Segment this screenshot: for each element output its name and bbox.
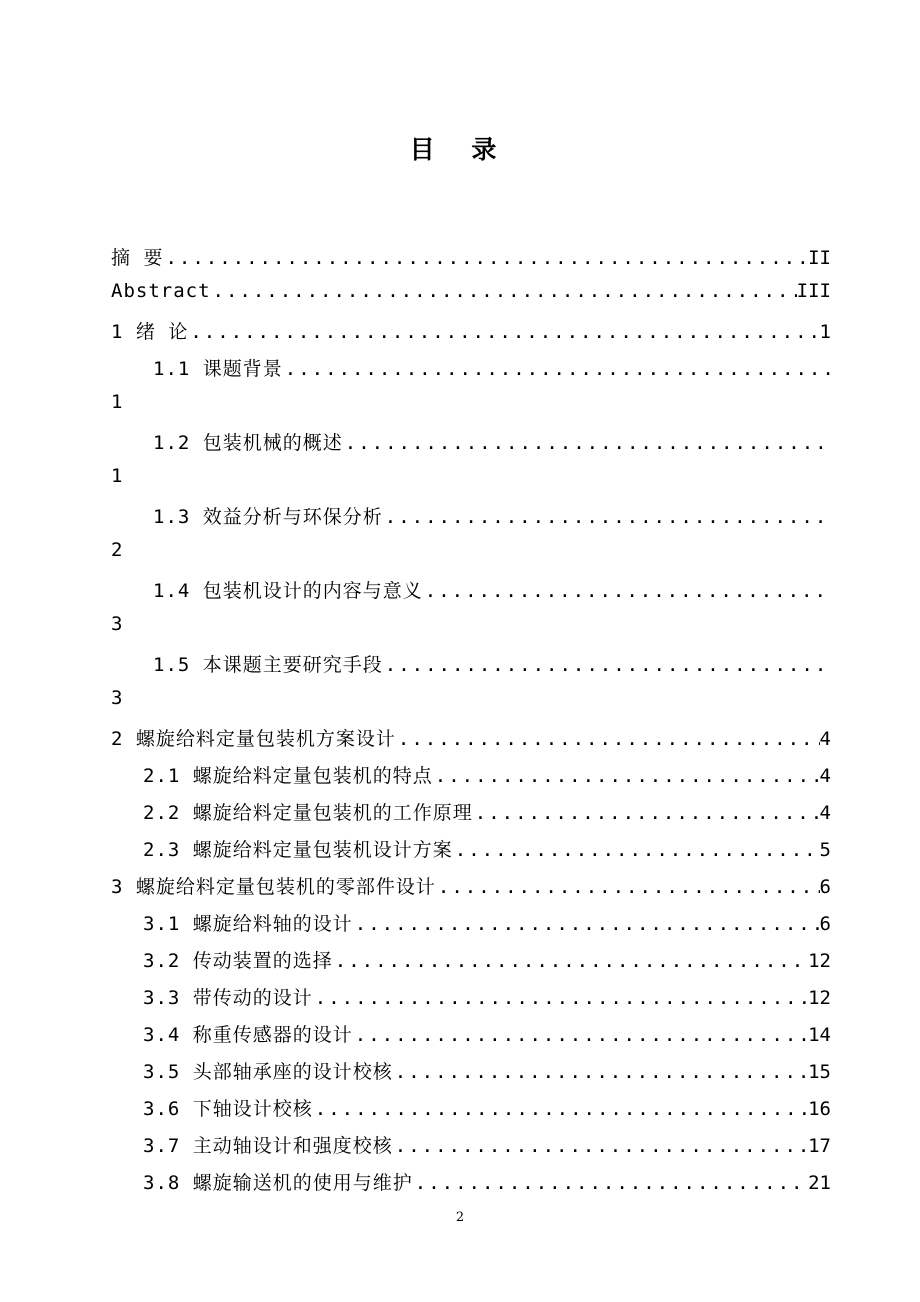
toc-dot-leader — [436, 876, 820, 898]
toc-entry-page: 4 — [819, 802, 831, 824]
toc-entry[interactable] — [111, 1057, 831, 1094]
toc-entry[interactable] — [111, 502, 831, 539]
toc-entry-label: 3.5 头部轴承座的设计校核 — [143, 1061, 393, 1083]
toc-entry[interactable] — [111, 354, 831, 391]
toc-entry[interactable] — [111, 946, 831, 983]
toc-entry[interactable] — [111, 1168, 831, 1205]
toc-entry-label: 2.1 螺旋给料定量包装机的特点 — [143, 765, 433, 787]
toc-dot-leader — [353, 913, 820, 935]
toc-entry[interactable] — [111, 317, 831, 354]
toc-entry[interactable] — [111, 798, 831, 835]
toc-entry[interactable] — [111, 243, 831, 280]
toc-entry-page: 3 — [111, 613, 123, 635]
toc-dot-leader — [383, 506, 831, 528]
toc-entry-label: 3.3 带传动的设计 — [143, 987, 313, 1009]
toc-dot-leader — [353, 1024, 808, 1046]
toc-entry-page: 6 — [819, 876, 831, 898]
toc-entry-label: 3.7 主动轴设计和强度校核 — [143, 1135, 393, 1157]
toc-dot-leader — [313, 1098, 808, 1120]
toc-entry[interactable] — [111, 724, 831, 761]
toc-dot-leader — [188, 321, 819, 343]
toc-entry-label: 2.2 螺旋给料定量包装机的工作原理 — [143, 802, 473, 824]
toc-dot-leader — [211, 280, 797, 302]
toc-dot-leader — [396, 728, 820, 750]
toc-entry[interactable] — [111, 872, 831, 909]
toc-entry[interactable] — [111, 576, 831, 613]
toc-entry-page: II — [808, 247, 831, 269]
toc-entry[interactable] — [111, 835, 831, 872]
toc-entry-page: 14 — [808, 1024, 831, 1046]
toc-dot-leader — [283, 358, 831, 380]
toc-entry-label: 1.3 效益分析与环保分析 — [153, 506, 383, 528]
page-number: 2 — [455, 1210, 465, 1225]
toc-entry-page: 21 — [808, 1172, 831, 1194]
toc-entry-page: 4 — [819, 765, 831, 787]
toc-dot-leader — [163, 247, 808, 269]
toc-dot-leader — [313, 987, 808, 1009]
toc-dot-leader — [433, 765, 820, 787]
toc-entry-page: 5 — [819, 839, 831, 861]
toc-entry-label: 3.8 螺旋输送机的使用与维护 — [143, 1172, 413, 1194]
toc-dot-leader — [343, 432, 831, 454]
toc-dot-leader — [393, 1135, 808, 1157]
toc-entry-page: 1 — [111, 391, 123, 413]
toc-entry-label: 1.5 本课题主要研究手段 — [153, 654, 383, 676]
toc-entry-label: 3 螺旋给料定量包装机的零部件设计 — [111, 876, 436, 898]
toc-entry[interactable] — [111, 761, 831, 798]
toc-entry-label: 2 螺旋给料定量包装机方案设计 — [111, 728, 396, 750]
toc-entry-page: 2 — [111, 539, 123, 561]
toc-entry-page: 12 — [808, 950, 831, 972]
toc-entry[interactable] — [111, 1020, 831, 1057]
toc-entry[interactable] — [111, 983, 831, 1020]
toc-entry-page: 15 — [808, 1061, 831, 1083]
toc-entry-label: 1.2 包装机械的概述 — [153, 432, 343, 454]
toc-dot-leader — [473, 802, 820, 824]
toc-entry-page: 17 — [808, 1135, 831, 1157]
toc-entry-label: 摘 要 — [111, 247, 164, 269]
toc-dot-leader — [413, 1172, 808, 1194]
toc-entry-label: 2.3 螺旋给料定量包装机设计方案 — [143, 839, 453, 861]
toc-entry[interactable] — [111, 650, 831, 687]
toc-entry-label: 3.4 称重传感器的设计 — [143, 1024, 353, 1046]
toc-entry-page: 4 — [819, 728, 831, 750]
toc-entry-label: 1 绪 论 — [111, 321, 189, 343]
toc-entry[interactable] — [111, 280, 831, 317]
toc-entry-label: 3.1 螺旋给料轴的设计 — [143, 913, 353, 935]
toc-entry-page: 3 — [111, 687, 123, 709]
toc-entry-label: 3.6 下轴设计校核 — [143, 1098, 313, 1120]
toc-entry-page: III — [796, 280, 831, 302]
toc-entry[interactable] — [111, 909, 831, 946]
toc-entry-label: Abstract — [111, 280, 211, 302]
toc-dot-leader — [333, 950, 808, 972]
toc-entry-label: 1.1 课题背景 — [153, 358, 283, 380]
toc-entry[interactable] — [111, 428, 831, 465]
toc-entry-label: 1.4 包装机设计的内容与意义 — [153, 580, 423, 602]
toc-entry-page: 12 — [808, 987, 831, 1009]
toc-entry[interactable] — [111, 1094, 831, 1131]
toc-entry-page: 1 — [819, 321, 831, 343]
toc-dot-leader — [423, 580, 831, 602]
toc-entry-page: 16 — [808, 1098, 831, 1120]
table-of-contents — [111, 243, 831, 1205]
toc-entry[interactable] — [111, 1131, 831, 1168]
toc-dot-leader — [453, 839, 820, 861]
toc-dot-leader — [393, 1061, 808, 1083]
toc-entry-page: 1 — [111, 465, 123, 487]
toc-title: 目 录 — [409, 135, 511, 164]
toc-dot-leader — [383, 654, 831, 676]
toc-entry-label: 3.2 传动装置的选择 — [143, 950, 333, 972]
toc-entry-page: 6 — [819, 913, 831, 935]
